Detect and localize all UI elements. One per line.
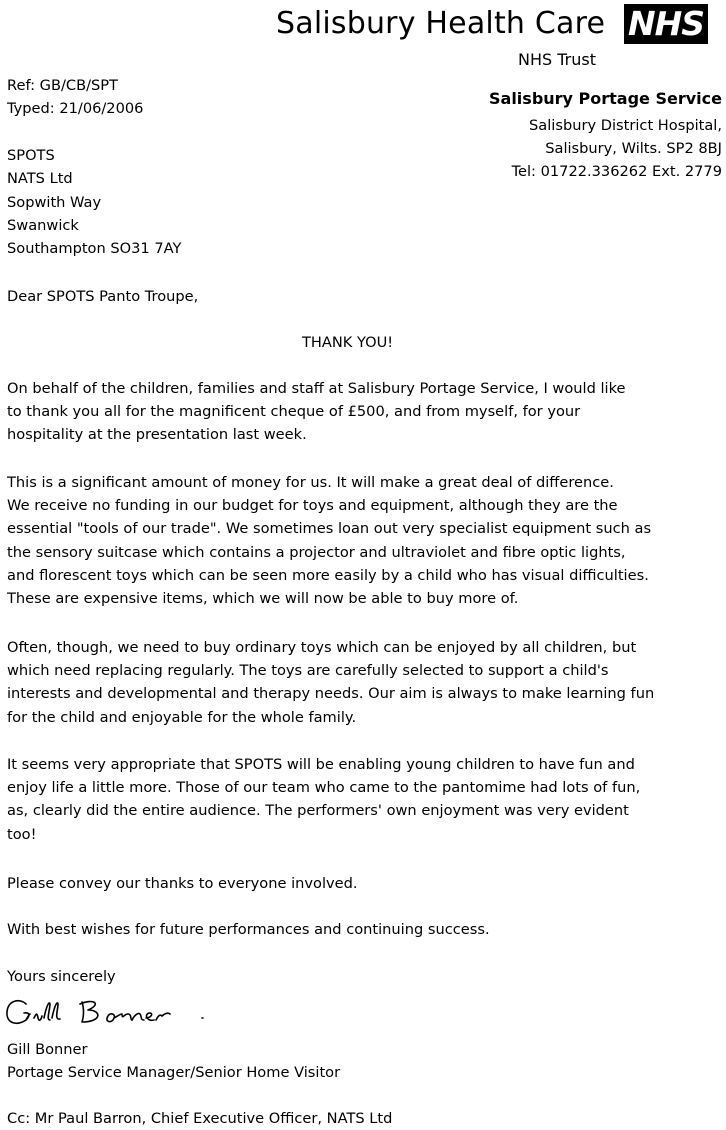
body-line: to thank you all for the magnificent cheque of £500, and from myself, for your <box>7 403 581 421</box>
body-paragraph <box>7 377 722 447</box>
body-paragraph <box>7 918 722 941</box>
body-line: With best wishes for future performances and continuing success. <box>7 921 490 938</box>
salutation: Dear SPOTS Panto Troupe, <box>7 288 199 305</box>
body-line: essential "tools of our trade". We sometimes loan out very specialist equipment such as <box>7 520 652 538</box>
organisation-name: Salisbury Health Care <box>276 6 606 41</box>
cc-line: Cc: Mr Paul Barron, Chief Executive Officer, NATS Ltd <box>7 1110 393 1127</box>
signatory-title: Portage Service Manager/Senior Home Visitor <box>7 1064 341 1081</box>
signatory-name: Gill Bonner <box>7 1041 88 1058</box>
trust-name: NHS Trust <box>518 50 596 69</box>
closing: Yours sincerely <box>7 968 116 985</box>
body-line: as, clearly did the entire audience. The performers' own enjoyment was very evident <box>7 802 629 820</box>
recipient-address-line: NATS Ltd <box>7 170 73 187</box>
sender-telephone: Tel: 01722.336262 Ext. 2779 <box>511 163 722 180</box>
letter-heading: THANK YOU! <box>302 334 394 351</box>
reference-code: Ref: GB/CB/SPT <box>7 77 118 94</box>
body-line: Often, though, we need to buy ordinary toys which can be enjoyed by all children, but <box>7 639 637 656</box>
handwritten-signature <box>4 992 214 1034</box>
body-paragraph <box>7 636 722 729</box>
body-paragraph <box>7 872 722 895</box>
body-line: It seems very appropriate that SPOTS will be enabling young children to have fun and <box>7 756 635 773</box>
body-line: and florescent toys which can be seen more easily by a child who has visual difficulties. <box>7 566 649 584</box>
body-line: which need replacing regularly. The toys are carefully selected to support a child's <box>7 662 609 680</box>
sender-address-line: Salisbury District Hospital, <box>529 117 722 134</box>
recipient-address-line: SPOTS <box>7 147 55 164</box>
typed-date: Typed: 21/06/2006 <box>7 100 144 117</box>
body-line: enjoy life a little more. Those of our team who came to the pantomime had lots of fun, <box>7 779 641 797</box>
body-line: hospitality at the presentation last week. <box>7 426 307 444</box>
body-line: interests and developmental and therapy needs. Our aim is always to make learning fun <box>7 685 655 703</box>
nhs-logo: NHS <box>624 4 708 44</box>
recipient-address-line: Southampton SO31 7AY <box>7 240 182 257</box>
body-line: This is a significant amount of money for us. It will make a great deal of difference. <box>7 474 614 491</box>
body-line: Please convey our thanks to everyone involved. <box>7 875 358 892</box>
recipient-address-line: Sopwith Way <box>7 194 102 211</box>
body-line: for the child and enjoyable for the whole family. <box>7 708 357 726</box>
body-line: On behalf of the children, families and staff at Salisbury Portage Service, I would like <box>7 380 626 397</box>
sender-address-line: Salisbury, Wilts. SP2 8BJ <box>545 140 722 157</box>
body-paragraph <box>7 753 722 846</box>
body-line: These are expensive items, which we will now be able to buy more of. <box>7 590 519 608</box>
body-line: too! <box>7 825 37 843</box>
body-paragraph <box>7 471 722 610</box>
body-line: We receive no funding in our budget for toys and equipment, although they are the <box>7 497 618 515</box>
body-line: the sensory suitcase which contains a projector and ultraviolet and fibre optic lights, <box>7 543 626 561</box>
service-name: Salisbury Portage Service <box>489 89 722 108</box>
recipient-address-line: Swanwick <box>7 217 79 234</box>
